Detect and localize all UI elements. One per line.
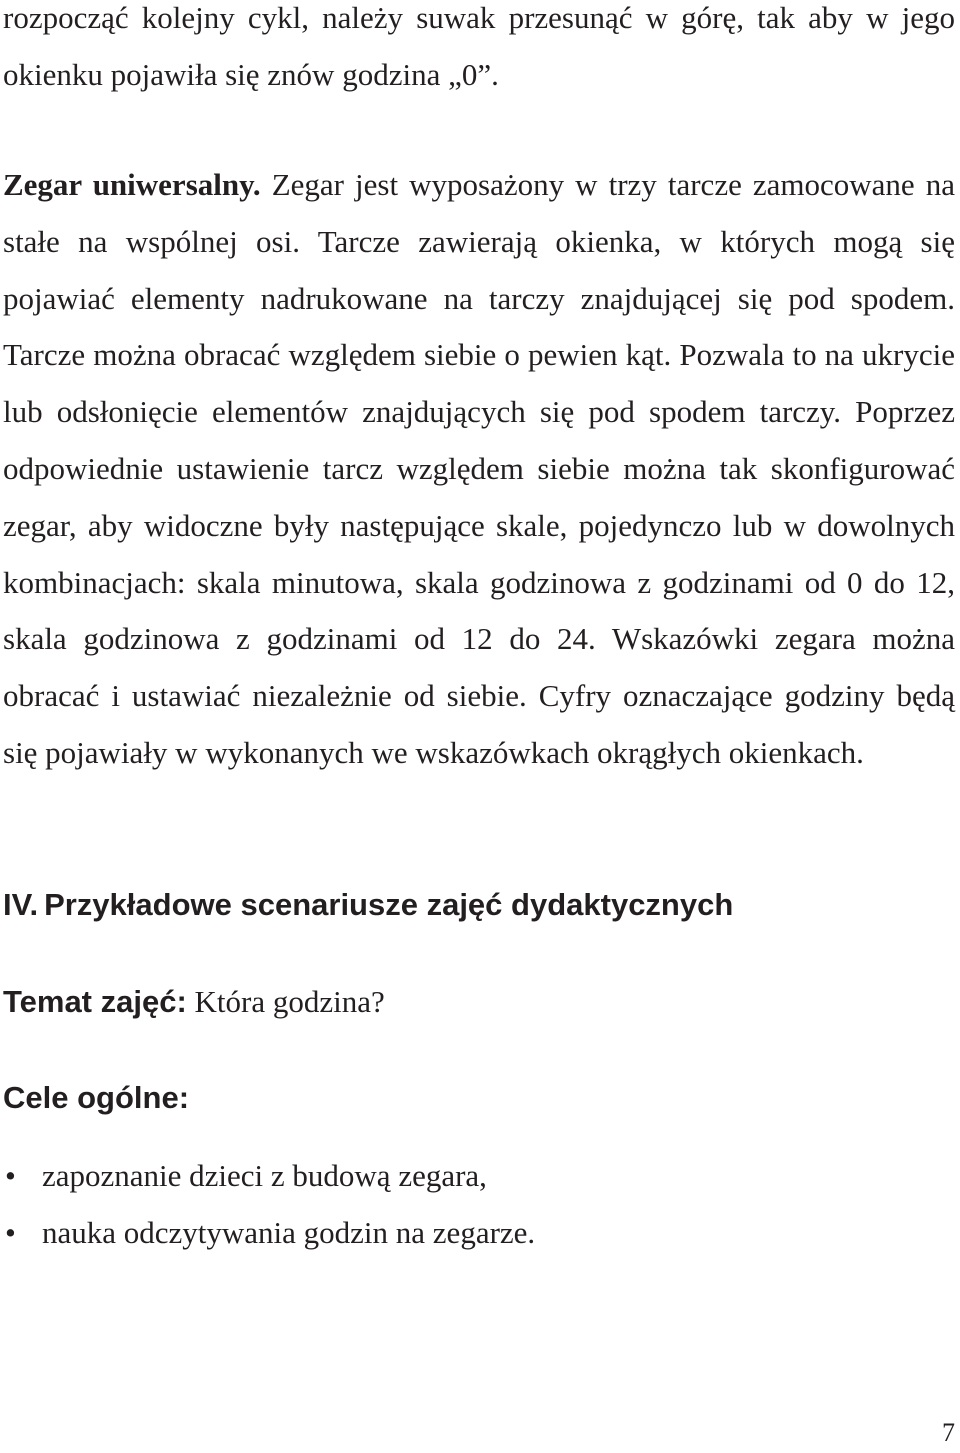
section-heading [3,885,733,925]
list-item-text: zapoznanie dzieci z budową zegara, [42,1158,487,1193]
paragraph-universal-clock [3,157,955,782]
list-item-text: nauka odczytywania godzin na zegarze. [42,1215,536,1250]
paragraph-universal-clock-text: Zegar jest wyposażony w trzy tarcze zamocowane na stałe na wspólnej osi. Tarcze zawierają okienka, w których mogą się pojawiać elementy nadrukowane na tarczy znajdującej się pod spodem. Tarcze można obracać względem siebie o pewien kąt. Pozwala to na ukrycie lub odsłonięcie elementów znajdujących się pod spodem tarczy. Poprzez odpowiednie ustawienie tarcz względem siebie można tak skonfigurować zegar, aby widoczne były następujące skale, pojedynczo lub w dowolnych kombinacjach: skala minutowa, skala godzinowa z godzinami od 0 do 12, skala godzinowa z godzinami od 12 do 24. Wskazówki zegara można obracać i ustawiać niezależnie od siebie. Cyfry oznaczające godziny będą się pojawiały w wykonanych we wskazówkach okrągłych okienkach. [3,167,955,770]
section-number: IV. [3,887,39,922]
lesson-topic [3,980,385,1024]
list-item [0,1205,535,1262]
lesson-topic-value: Która godzina? [194,984,385,1019]
goals-list [0,1148,535,1262]
lesson-topic-label: Temat zajęć: [3,984,187,1019]
bullet-icon: • [5,1215,16,1250]
list-item [0,1148,535,1205]
paragraph-lead-term: Zegar uniwersalny. [3,167,261,202]
bullet-icon: • [5,1158,16,1193]
goals-heading: Cele ogólne: [3,1080,190,1115]
page-number: 7 [942,1418,955,1447]
paragraph-continuation [3,0,955,104]
paragraph-continuation-text: rozpocząć kolejny cykl, należy suwak przesunąć w górę, tak aby w jego okienku pojawiła się znów godzina „0”. [3,0,955,92]
section-title: Przykładowe scenariusze zajęć dydaktycznych [44,887,734,922]
